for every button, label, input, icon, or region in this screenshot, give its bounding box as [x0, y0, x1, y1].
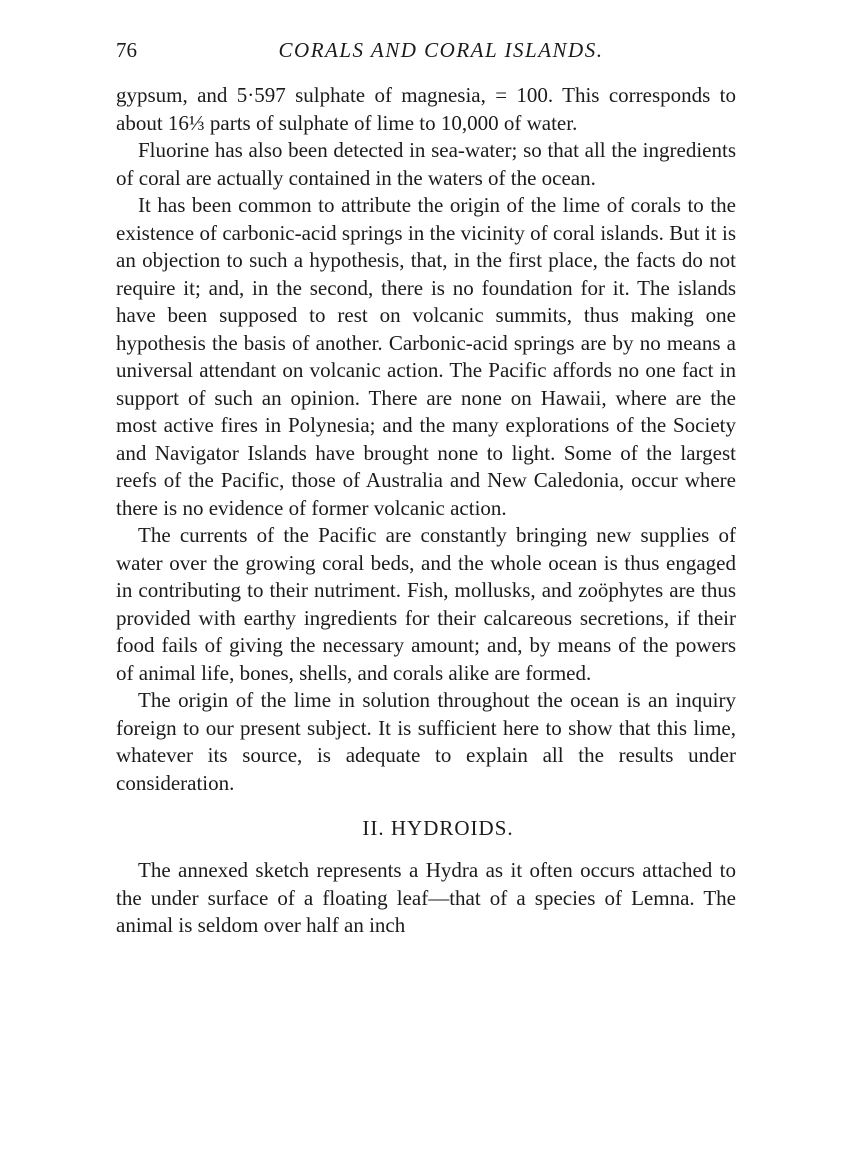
paragraph-carbonic-acid-springs: It has been common to attribute the origin of the lime of corals to the existence of carbonic-acid springs in the vicinity of coral islands. But it is an objection to such a hypothesis, that, in the first place, the facts do not require it; and, in the second, there is no foundation for it. The islands have been supposed to rest on volcanic summits, thus making one hypothesis the basis of another. Carbonic-acid springs are by no means a universal attendant on volcanic action. The Pacific affords no one fact in support of such an opinion. There are none on Hawaii, where are the most active fires in Polynesia; and the many explorations of the Society and Navigator Islands have brought none to light. Some of the largest reefs of the Pacific, those of Australia and New Caledonia, occur where there is no evidence of former volcanic action. [116, 193, 736, 520]
page-number: 76 [116, 38, 137, 62]
paragraph-hydra: The annexed sketch represents a Hydra as it often occurs attached to the under surface of a floating leaf—that of a species of Lemna. The animal is seldom over half an inch [116, 858, 736, 937]
paragraph-origin-of-lime: The origin of the lime in solution throughout the ocean is an inquiry foreign to our present subject. It is sufficient here to show that this lime, whatever its source, is adequate to explain all the results under consideration. [116, 688, 736, 795]
paragraph-continued: gypsum, and 5·597 sulphate of magnesia, = 100. This corresponds to about 16⅓ parts of sulphate of lime to 10,000 of water. [116, 83, 736, 135]
running-title: CORALS AND CORAL ISLANDS. [278, 38, 604, 62]
section-heading-text: II. HYDROIDS. [362, 816, 514, 840]
paragraph-fluorine: Fluorine has also been detected in sea-water; so that all the ingredients of coral are actually contained in the waters of the ocean. [116, 138, 736, 190]
section-heading [116, 814, 736, 842]
running-head [116, 38, 736, 68]
body-text [116, 82, 736, 940]
paragraph-pacific-currents: The currents of the Pacific are constantly bringing new supplies of water over the growing coral beds, and the whole ocean is thus engaged in contributing to their nutriment. Fish, mollusks, and zoöphytes are thus provided with earthy ingredients for their calcareous secretions, if their food fails of giving the necessary amount; and, by means of the powers of animal life, bones, shells, and corals alike are formed. [116, 523, 736, 685]
